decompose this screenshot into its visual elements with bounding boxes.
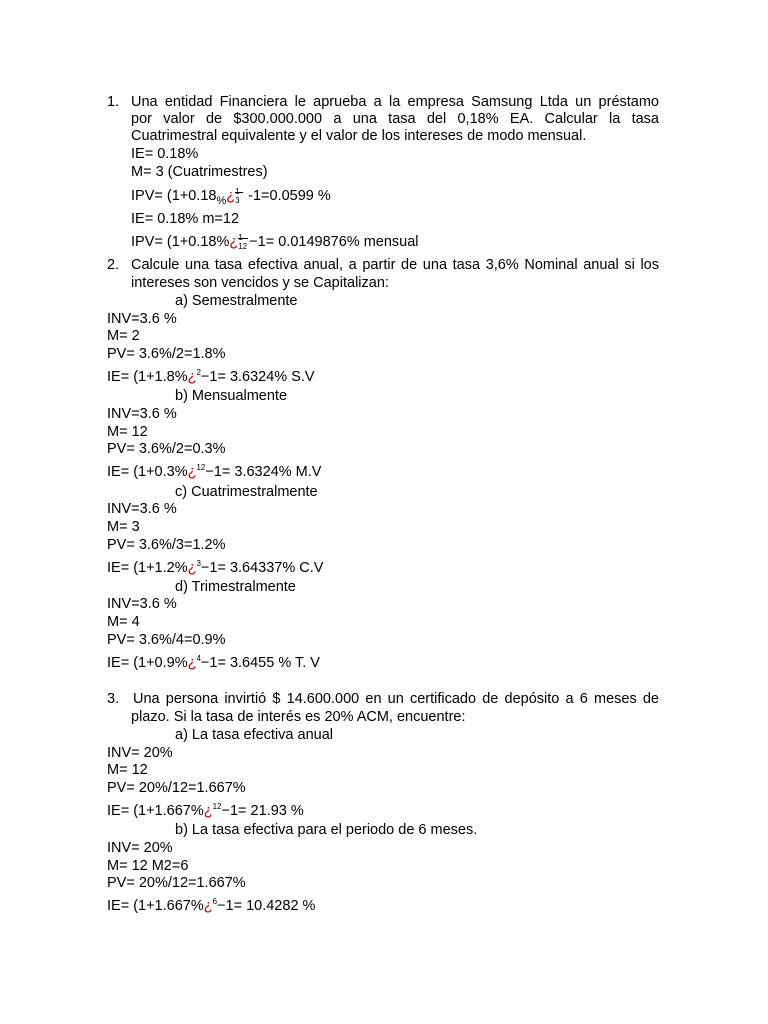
- formula-result: −1= 3.6455 % T. V: [200, 655, 320, 671]
- problem-2a-inv: INV=3.6 %: [107, 311, 177, 327]
- problem-2d-inv: INV=3.6 %: [107, 596, 177, 612]
- problem-2-line-2: intereses son vencidos y se Capitalizan:: [131, 275, 389, 291]
- formula-text: IPV= (1+0.18%: [131, 234, 230, 250]
- formula-result: -1=0.0599 %: [244, 188, 331, 204]
- exponent: 4: [196, 654, 201, 663]
- problem-2a-ie: [107, 369, 315, 386]
- placeholder-glyph: ¿: [187, 655, 197, 671]
- item-number-1: 1.: [107, 94, 120, 110]
- formula-result: −1= 21.93 %: [221, 803, 304, 819]
- percent-subscript: %: [216, 195, 227, 207]
- problem-3a-inv: INV= 20%: [107, 745, 173, 761]
- problem-2c-m: M= 3: [107, 519, 140, 535]
- problem-2d-ie: [107, 655, 320, 672]
- problem-1-line-1: Una entidad Financiera le aprueba a la empresa Samsung Ltda un préstamo: [131, 94, 659, 110]
- placeholder-glyph: ¿: [187, 560, 197, 576]
- problem-1-ie: IE= 0.18%: [131, 146, 199, 162]
- problem-2b-inv: INV=3.6 %: [107, 406, 177, 422]
- formula-result: −1= 10.4282 %: [217, 898, 316, 914]
- problem-3-line-2: plazo. Si la tasa de interés es 20% ACM, encuentre:: [131, 709, 466, 725]
- problem-2b-pv: PV= 3.6%/2=0.3%: [107, 441, 226, 457]
- problem-2-line-1: Calcule una tasa efectiva anual, a partir de una tasa 3,6% Nominal anual si los: [131, 257, 659, 273]
- item-number-2: 2.: [107, 257, 120, 273]
- problem-1-ie-m12: IE= 0.18% m=12: [131, 211, 240, 227]
- formula-text: IE= (1+1.667%: [107, 898, 204, 914]
- problem-3a-pv: PV= 20%/12=1.667%: [107, 780, 246, 796]
- problem-3a-heading: a) La tasa efectiva anual: [175, 727, 333, 743]
- formula-text: IE= (1+0.9%: [107, 655, 188, 671]
- exponent: 6: [212, 897, 218, 906]
- placeholder-glyph: ¿: [187, 369, 197, 385]
- exponent: 2: [196, 368, 201, 377]
- problem-2c-inv: INV=3.6 %: [107, 501, 177, 517]
- problem-3a-ie: [107, 803, 304, 820]
- fraction-exponent: [238, 234, 249, 251]
- problem-3-line-1: Una persona invirtió $ 14.600.000 en un certificado de depósito a 6 meses de: [133, 691, 659, 707]
- placeholder-glyph: ¿: [226, 188, 236, 204]
- problem-2b-heading: b) Mensualmente: [175, 388, 288, 404]
- exponent: 3: [196, 559, 201, 568]
- problem-2a-heading: a) Semestralmente: [175, 293, 298, 309]
- placeholder-glyph: ¿: [187, 464, 197, 480]
- exponent: 12: [196, 463, 206, 472]
- problem-1-ipv-cuatrimestral: [131, 188, 331, 206]
- exponent: 12: [212, 802, 222, 811]
- problem-1-m: M= 3 (Cuatrimestres): [131, 164, 268, 180]
- problem-3b-m: M= 12 M2=6: [107, 858, 189, 874]
- formula-text: IE= (1+1.8%: [107, 369, 188, 385]
- problem-2b-m: M= 12: [107, 424, 148, 440]
- problem-3b-heading: b) La tasa efectiva para el periodo de 6 meses.: [175, 822, 478, 838]
- problem-2b-ie: [107, 464, 321, 481]
- fraction-denominator: 3: [235, 196, 240, 205]
- formula-result: −1= 0.0149876% mensual: [249, 234, 419, 250]
- formula-text: IPV= (1+0.18: [131, 188, 217, 204]
- problem-3b-pv: PV= 20%/12=1.667%: [107, 875, 246, 891]
- problem-3b-inv: INV= 20%: [107, 840, 173, 856]
- formula-text: IE= (1+1.2%: [107, 560, 188, 576]
- problem-1-line-2: por valor de $300.000.000 a una tasa del 0,18% EA. Calcular la tasa: [131, 111, 659, 127]
- problem-2c-ie: [107, 560, 323, 577]
- problem-2a-pv: PV= 3.6%/2=1.8%: [107, 346, 226, 362]
- problem-2d-pv: PV= 3.6%/4=0.9%: [107, 632, 226, 648]
- formula-result: −1= 3.64337% C.V: [200, 560, 324, 576]
- problem-2d-heading: d) Trimestralmente: [175, 579, 296, 595]
- problem-1-ipv-mensual: [131, 234, 419, 251]
- placeholder-glyph: ¿: [203, 803, 213, 819]
- fraction-numerator: 1: [238, 233, 243, 242]
- fraction-numerator: 1: [235, 187, 240, 196]
- problem-1-line-3: Cuatrimestral equivalente y el valor de los intereses de modo mensual.: [131, 128, 587, 144]
- formula-text: IE= (1+1.667%: [107, 803, 204, 819]
- problem-3a-m: M= 12: [107, 762, 148, 778]
- problem-3b-ie: [107, 898, 315, 915]
- item-number-3: 3.: [107, 691, 120, 707]
- formula-text: IE= (1+0.3%: [107, 464, 188, 480]
- problem-2c-pv: PV= 3.6%/3=1.2%: [107, 537, 226, 553]
- fraction-exponent: [235, 188, 244, 205]
- fraction-denominator: 12: [238, 242, 248, 251]
- problem-2a-m: M= 2: [107, 328, 140, 344]
- formula-result: −1= 3.6324% S.V: [200, 369, 315, 385]
- placeholder-glyph: ¿: [229, 234, 239, 250]
- formula-result: −1= 3.6324% M.V: [205, 464, 322, 480]
- placeholder-glyph: ¿: [203, 898, 213, 914]
- problem-2d-m: M= 4: [107, 614, 140, 630]
- problem-2c-heading: c) Cuatrimestralmente: [175, 484, 318, 500]
